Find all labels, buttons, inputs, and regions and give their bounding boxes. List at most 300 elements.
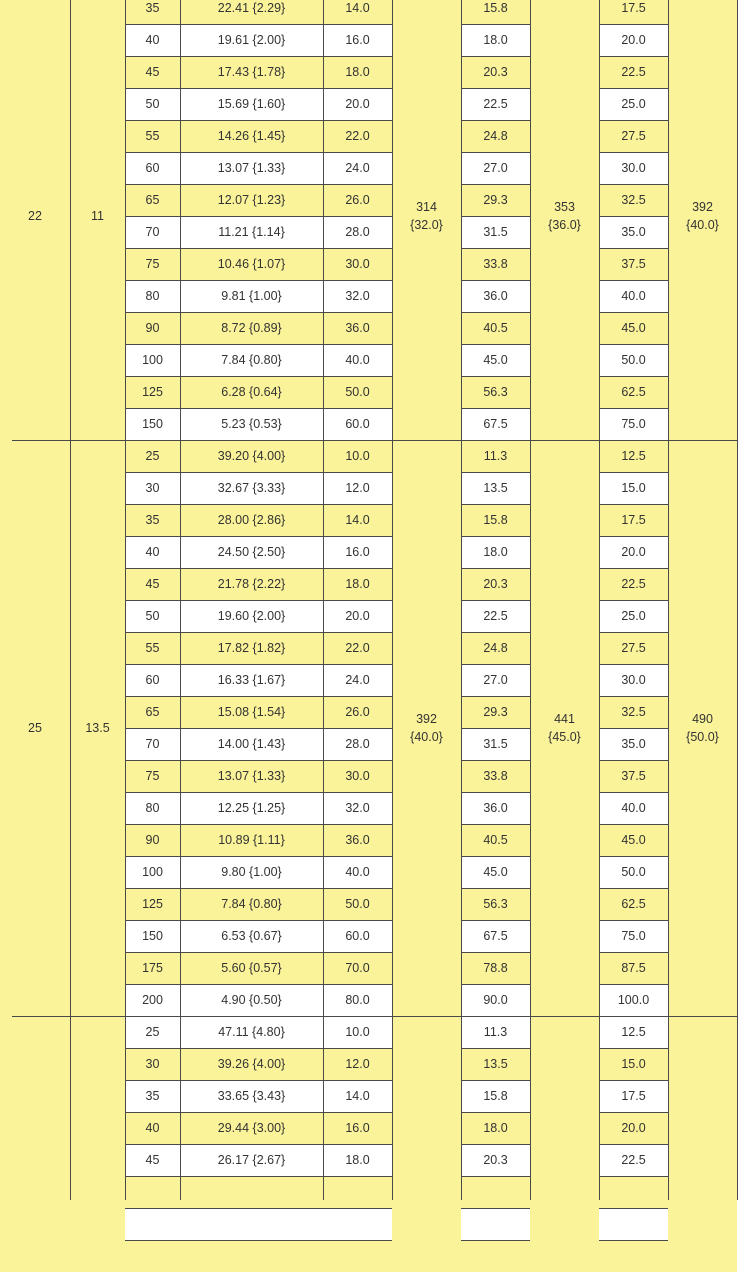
row-divider xyxy=(461,1240,530,1241)
value-cell: 11.21 {1.14} xyxy=(180,216,323,248)
value-cell: 8.72 {0.89} xyxy=(180,312,323,344)
value-cell: 10.46 {1.07} xyxy=(180,248,323,280)
row-divider xyxy=(461,632,530,633)
d-cell: 27.0 xyxy=(461,152,530,184)
row-divider xyxy=(599,1080,668,1081)
length-cell: 60 xyxy=(125,152,180,184)
d-cell: 67.5 xyxy=(461,920,530,952)
length-cell: 35 xyxy=(125,1080,180,1112)
length-cell: 30 xyxy=(125,472,180,504)
row-divider xyxy=(125,408,392,409)
row-divider xyxy=(125,120,392,121)
c-cell: 36.0 xyxy=(323,312,392,344)
length-cell: 50 xyxy=(125,600,180,632)
row-divider xyxy=(125,1240,392,1241)
value-cell: 26.17 {2.67} xyxy=(180,1144,323,1176)
row-divider xyxy=(125,664,392,665)
row-divider xyxy=(125,152,392,153)
length-cell: 80 xyxy=(125,792,180,824)
e-cell xyxy=(599,1208,668,1240)
length-cell: 75 xyxy=(125,760,180,792)
row-divider xyxy=(599,888,668,889)
length-cell: 70 xyxy=(125,728,180,760)
length-cell: 55 xyxy=(125,120,180,152)
row-divider xyxy=(599,56,668,57)
merged-load-cell xyxy=(392,0,461,440)
c-cell: 28.0 xyxy=(323,216,392,248)
c-cell: 16.0 xyxy=(323,536,392,568)
value-cell: 28.00 {2.86} xyxy=(180,504,323,536)
row-divider xyxy=(599,632,668,633)
c-cell xyxy=(323,1240,392,1272)
e-cell: 37.5 xyxy=(599,248,668,280)
d-cell: 36.0 xyxy=(461,792,530,824)
load-value-kgf: {45.0} xyxy=(548,730,581,744)
row-divider xyxy=(461,1208,530,1209)
row-divider xyxy=(599,664,668,665)
e-cell: 35.0 xyxy=(599,216,668,248)
row-divider xyxy=(125,856,392,857)
d-cell: 24.8 xyxy=(461,632,530,664)
d-cell: 27.0 xyxy=(461,664,530,696)
e-cell: 50.0 xyxy=(599,344,668,376)
c-cell: 40.0 xyxy=(323,344,392,376)
row-divider xyxy=(461,1144,530,1145)
row-divider xyxy=(461,280,530,281)
row-divider xyxy=(125,280,392,281)
e-cell: 45.0 xyxy=(599,824,668,856)
length-cell: 50 xyxy=(125,88,180,120)
value-cell: 12.07 {1.23} xyxy=(180,184,323,216)
column-divider xyxy=(737,0,738,1200)
row-divider xyxy=(461,88,530,89)
row-divider xyxy=(125,312,392,313)
value-cell: 13.07 {1.33} xyxy=(180,760,323,792)
e-cell: 22.5 xyxy=(599,56,668,88)
value-cell xyxy=(180,1240,323,1272)
row-divider xyxy=(125,1144,392,1145)
e-cell: 30.0 xyxy=(599,664,668,696)
column-divider xyxy=(70,0,71,1200)
row-divider xyxy=(461,568,530,569)
e-cell: 35.0 xyxy=(599,728,668,760)
value-cell: 13.07 {1.33} xyxy=(180,152,323,184)
row-divider xyxy=(599,152,668,153)
e-cell: 27.5 xyxy=(599,120,668,152)
length-cell: 55 xyxy=(125,632,180,664)
d-cell: 40.5 xyxy=(461,824,530,856)
load-value: 314 xyxy=(416,200,437,214)
row-divider xyxy=(461,952,530,953)
d-cell: 33.8 xyxy=(461,760,530,792)
row-divider xyxy=(599,344,668,345)
row-divider xyxy=(599,568,668,569)
c-cell: 12.0 xyxy=(323,1048,392,1080)
group-size-cell: 22 xyxy=(0,0,70,440)
value-cell: 39.20 {4.00} xyxy=(180,440,323,472)
c-cell: 10.0 xyxy=(323,1016,392,1048)
row-divider xyxy=(125,824,392,825)
row-divider xyxy=(599,1176,668,1177)
load-value: 490 xyxy=(692,712,713,726)
d-cell: 15.8 xyxy=(461,504,530,536)
row-divider xyxy=(461,984,530,985)
length-cell xyxy=(125,1176,180,1208)
e-cell: 17.5 xyxy=(599,504,668,536)
load-value: 392 xyxy=(416,712,437,726)
c-cell: 50.0 xyxy=(323,376,392,408)
value-cell: 24.50 {2.50} xyxy=(180,536,323,568)
c-cell: 26.0 xyxy=(323,184,392,216)
row-divider xyxy=(461,504,530,505)
row-divider xyxy=(461,856,530,857)
load-value: 353 xyxy=(554,200,575,214)
value-cell: 39.26 {4.00} xyxy=(180,1048,323,1080)
e-cell: 75.0 xyxy=(599,920,668,952)
row-divider xyxy=(599,760,668,761)
row-divider xyxy=(599,792,668,793)
d-cell: 20.3 xyxy=(461,568,530,600)
length-cell: 100 xyxy=(125,344,180,376)
d-cell: 56.3 xyxy=(461,888,530,920)
length-cell: 70 xyxy=(125,216,180,248)
row-divider xyxy=(125,376,392,377)
row-divider xyxy=(125,728,392,729)
row-divider xyxy=(599,376,668,377)
e-cell: 17.5 xyxy=(599,1080,668,1112)
c-cell xyxy=(323,1208,392,1240)
e-cell: 62.5 xyxy=(599,888,668,920)
e-cell: 25.0 xyxy=(599,600,668,632)
row-divider xyxy=(125,1208,392,1209)
value-cell xyxy=(180,1208,323,1240)
row-divider xyxy=(125,1048,392,1049)
row-divider xyxy=(461,184,530,185)
e-cell: 20.0 xyxy=(599,536,668,568)
row-divider xyxy=(599,856,668,857)
row-divider xyxy=(125,504,392,505)
c-cell: 20.0 xyxy=(323,88,392,120)
value-cell: 47.11 {4.80} xyxy=(180,1016,323,1048)
c-cell: 40.0 xyxy=(323,856,392,888)
row-divider xyxy=(125,1080,392,1081)
c-cell: 60.0 xyxy=(323,920,392,952)
value-cell: 32.67 {3.33} xyxy=(180,472,323,504)
c-cell: 16.0 xyxy=(323,1112,392,1144)
row-divider xyxy=(461,216,530,217)
d-cell: 18.0 xyxy=(461,536,530,568)
length-cell: 40 xyxy=(125,536,180,568)
merged-load-cell xyxy=(530,440,599,1016)
d-cell xyxy=(461,1240,530,1272)
d-cell: 24.8 xyxy=(461,120,530,152)
d-cell: 31.5 xyxy=(461,728,530,760)
value-cell: 16.33 {1.67} xyxy=(180,664,323,696)
row-divider xyxy=(125,984,392,985)
value-cell: 9.81 {1.00} xyxy=(180,280,323,312)
row-divider xyxy=(125,536,392,537)
value-cell: 14.26 {1.45} xyxy=(180,120,323,152)
row-divider xyxy=(125,760,392,761)
c-cell: 70.0 xyxy=(323,952,392,984)
value-cell: 9.80 {1.00} xyxy=(180,856,323,888)
e-cell: 27.5 xyxy=(599,632,668,664)
row-divider xyxy=(599,696,668,697)
e-cell: 37.5 xyxy=(599,760,668,792)
length-cell xyxy=(125,1240,180,1272)
d-cell: 18.0 xyxy=(461,24,530,56)
value-cell: 7.84 {0.80} xyxy=(180,888,323,920)
length-cell: 150 xyxy=(125,408,180,440)
value-cell: 15.08 {1.54} xyxy=(180,696,323,728)
value-cell: 6.53 {0.67} xyxy=(180,920,323,952)
c-cell: 28.0 xyxy=(323,728,392,760)
value-cell: 14.00 {1.43} xyxy=(180,728,323,760)
e-cell: 15.0 xyxy=(599,472,668,504)
length-cell: 25 xyxy=(125,1016,180,1048)
length-cell: 80 xyxy=(125,280,180,312)
e-cell: 30.0 xyxy=(599,152,668,184)
row-divider xyxy=(125,88,392,89)
c-cell: 10.0 xyxy=(323,440,392,472)
merged-load-cell xyxy=(668,440,737,1016)
length-cell: 35 xyxy=(125,504,180,536)
length-cell: 65 xyxy=(125,184,180,216)
e-cell: 20.0 xyxy=(599,1112,668,1144)
c-cell: 24.0 xyxy=(323,664,392,696)
value-cell: 33.65 {3.43} xyxy=(180,1080,323,1112)
row-divider xyxy=(599,1208,668,1209)
length-cell: 40 xyxy=(125,1112,180,1144)
row-divider xyxy=(599,1240,668,1241)
length-cell: 200 xyxy=(125,984,180,1016)
row-divider xyxy=(599,1144,668,1145)
e-cell: 32.5 xyxy=(599,696,668,728)
length-cell: 125 xyxy=(125,888,180,920)
row-divider xyxy=(461,1080,530,1081)
merged-load-cell xyxy=(668,0,737,440)
c-cell: 14.0 xyxy=(323,0,392,24)
merged-load-cell xyxy=(530,1016,599,1272)
row-divider xyxy=(599,472,668,473)
group-size-cell xyxy=(0,1016,70,1272)
e-cell: 12.5 xyxy=(599,440,668,472)
c-cell: 30.0 xyxy=(323,760,392,792)
e-cell: 15.0 xyxy=(599,1048,668,1080)
merged-load-cell xyxy=(668,1016,737,1272)
c-cell: 26.0 xyxy=(323,696,392,728)
load-value-kgf: {32.0} xyxy=(410,218,443,232)
row-divider xyxy=(125,1176,392,1177)
row-divider xyxy=(599,952,668,953)
e-cell: 100.0 xyxy=(599,984,668,1016)
e-cell: 50.0 xyxy=(599,856,668,888)
row-divider xyxy=(461,1112,530,1113)
column-divider xyxy=(323,0,324,1200)
value-cell: 22.41 {2.29} xyxy=(180,0,323,24)
length-cell: 65 xyxy=(125,696,180,728)
length-cell: 75 xyxy=(125,248,180,280)
row-divider xyxy=(599,24,668,25)
row-divider xyxy=(599,120,668,121)
e-cell xyxy=(599,1176,668,1208)
e-cell xyxy=(599,1240,668,1272)
value-cell: 5.60 {0.57} xyxy=(180,952,323,984)
row-divider xyxy=(599,536,668,537)
length-cell: 125 xyxy=(125,376,180,408)
c-cell: 12.0 xyxy=(323,472,392,504)
d-cell xyxy=(461,1176,530,1208)
column-divider xyxy=(125,0,126,1200)
e-cell: 40.0 xyxy=(599,280,668,312)
row-divider xyxy=(125,568,392,569)
c-cell: 24.0 xyxy=(323,152,392,184)
d-cell: 45.0 xyxy=(461,856,530,888)
row-divider xyxy=(599,600,668,601)
row-divider xyxy=(125,888,392,889)
d-cell: 29.3 xyxy=(461,696,530,728)
row-divider xyxy=(599,216,668,217)
load-value-kgf: {40.0} xyxy=(686,218,719,232)
d-cell: 15.8 xyxy=(461,0,530,24)
value-cell: 29.44 {3.00} xyxy=(180,1112,323,1144)
d-cell: 20.3 xyxy=(461,1144,530,1176)
merged-load-cell xyxy=(530,0,599,440)
row-divider xyxy=(461,24,530,25)
row-divider xyxy=(599,1048,668,1049)
d-cell: 29.3 xyxy=(461,184,530,216)
length-cell: 60 xyxy=(125,664,180,696)
row-divider xyxy=(461,344,530,345)
value-cell: 19.60 {2.00} xyxy=(180,600,323,632)
e-cell: 17.5 xyxy=(599,0,668,24)
length-cell: 30 xyxy=(125,1048,180,1080)
length-cell: 100 xyxy=(125,856,180,888)
e-cell: 62.5 xyxy=(599,376,668,408)
row-divider xyxy=(125,632,392,633)
row-divider xyxy=(461,120,530,121)
e-cell: 75.0 xyxy=(599,408,668,440)
length-cell xyxy=(125,1208,180,1240)
load-value: 441 xyxy=(554,712,575,726)
value-cell: 7.84 {0.80} xyxy=(180,344,323,376)
value-cell: 12.25 {1.25} xyxy=(180,792,323,824)
row-divider xyxy=(461,1176,530,1177)
c-cell: 32.0 xyxy=(323,280,392,312)
column-divider xyxy=(392,0,393,1200)
d-cell: 90.0 xyxy=(461,984,530,1016)
e-cell: 45.0 xyxy=(599,312,668,344)
row-divider xyxy=(125,344,392,345)
length-cell: 90 xyxy=(125,312,180,344)
row-divider xyxy=(599,984,668,985)
row-divider xyxy=(461,56,530,57)
row-divider xyxy=(461,888,530,889)
row-divider xyxy=(125,248,392,249)
row-divider xyxy=(599,920,668,921)
e-cell: 25.0 xyxy=(599,88,668,120)
row-divider xyxy=(461,312,530,313)
row-divider xyxy=(125,24,392,25)
d-cell: 45.0 xyxy=(461,344,530,376)
group-divider xyxy=(12,440,737,441)
c-cell: 20.0 xyxy=(323,600,392,632)
e-cell: 87.5 xyxy=(599,952,668,984)
group-size-cell: 25 xyxy=(0,440,70,1016)
row-divider xyxy=(125,1112,392,1113)
e-cell: 32.5 xyxy=(599,184,668,216)
row-divider xyxy=(599,824,668,825)
length-cell: 45 xyxy=(125,1144,180,1176)
d-cell: 40.5 xyxy=(461,312,530,344)
column-divider xyxy=(668,0,669,1200)
row-divider xyxy=(599,248,668,249)
length-cell: 45 xyxy=(125,568,180,600)
c-cell xyxy=(323,1176,392,1208)
load-value-kgf: {50.0} xyxy=(686,730,719,744)
row-divider xyxy=(461,824,530,825)
value-cell: 15.69 {1.60} xyxy=(180,88,323,120)
c-cell: 18.0 xyxy=(323,568,392,600)
d-cell: 20.3 xyxy=(461,56,530,88)
value-cell: 10.89 {1.11} xyxy=(180,824,323,856)
length-cell: 150 xyxy=(125,920,180,952)
row-divider xyxy=(461,664,530,665)
column-divider xyxy=(599,0,600,1200)
row-divider xyxy=(125,792,392,793)
length-cell: 45 xyxy=(125,56,180,88)
row-divider xyxy=(461,920,530,921)
row-divider xyxy=(125,600,392,601)
column-divider xyxy=(180,0,181,1200)
row-divider xyxy=(125,472,392,473)
d-cell: 11.3 xyxy=(461,440,530,472)
c-cell: 30.0 xyxy=(323,248,392,280)
d-cell: 36.0 xyxy=(461,280,530,312)
row-divider xyxy=(461,728,530,729)
d-cell: 78.8 xyxy=(461,952,530,984)
length-cell: 35 xyxy=(125,0,180,24)
value-cell: 17.82 {1.82} xyxy=(180,632,323,664)
c-cell: 22.0 xyxy=(323,120,392,152)
row-divider xyxy=(125,56,392,57)
merged-load-cell xyxy=(392,1016,461,1272)
c-cell: 18.0 xyxy=(323,1144,392,1176)
column-divider xyxy=(461,0,462,1200)
e-cell: 22.5 xyxy=(599,1144,668,1176)
row-divider xyxy=(461,1048,530,1049)
c-cell: 36.0 xyxy=(323,824,392,856)
e-cell: 22.5 xyxy=(599,568,668,600)
row-divider xyxy=(125,216,392,217)
row-divider xyxy=(461,600,530,601)
d-cell: 11.3 xyxy=(461,1016,530,1048)
group-pitch-cell: 13.5 xyxy=(70,440,125,1016)
row-divider xyxy=(599,408,668,409)
group-pitch-cell: 11 xyxy=(70,0,125,440)
row-divider xyxy=(461,760,530,761)
load-value: 392 xyxy=(692,200,713,214)
row-divider xyxy=(599,280,668,281)
e-cell: 12.5 xyxy=(599,1016,668,1048)
d-cell: 18.0 xyxy=(461,1112,530,1144)
c-cell: 50.0 xyxy=(323,888,392,920)
c-cell: 14.0 xyxy=(323,1080,392,1112)
value-cell: 5.23 {0.53} xyxy=(180,408,323,440)
d-cell: 33.8 xyxy=(461,248,530,280)
value-cell: 21.78 {2.22} xyxy=(180,568,323,600)
length-cell: 90 xyxy=(125,824,180,856)
